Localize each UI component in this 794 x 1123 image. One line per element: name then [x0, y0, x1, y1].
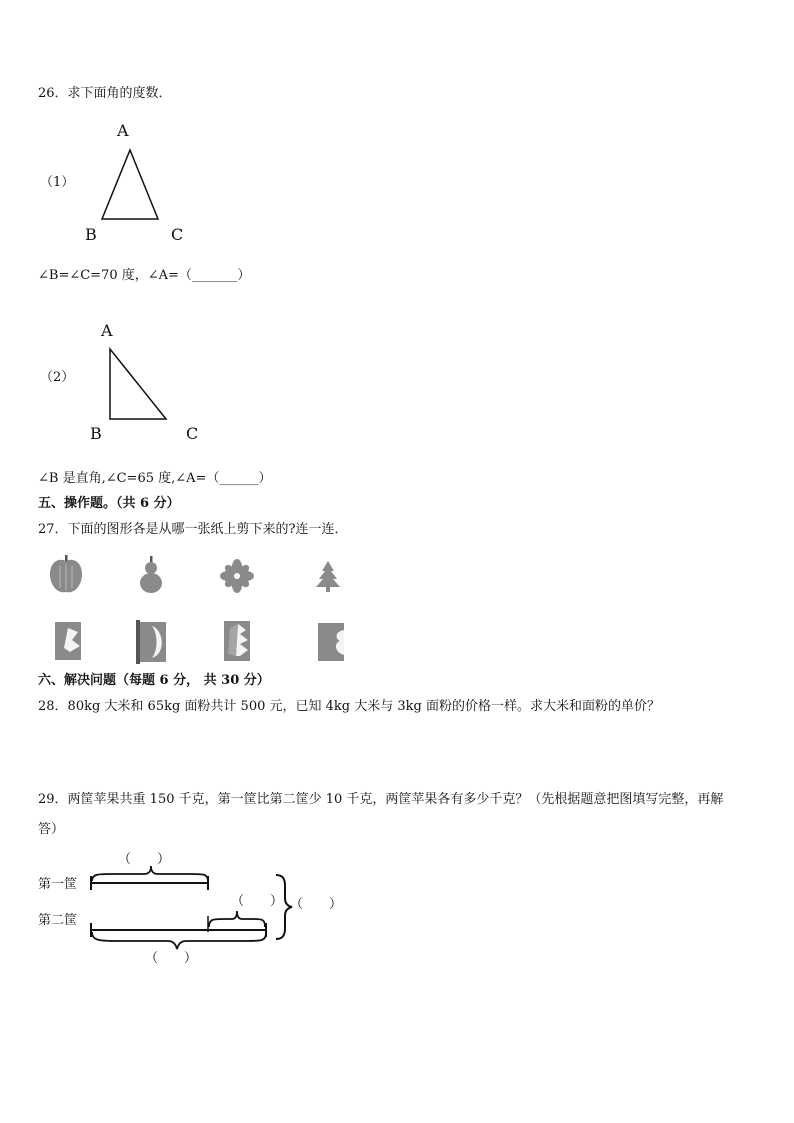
label-second-basket: 第二筐 [38, 913, 78, 928]
q28-text: 28．80kg 大米和 65kg 面粉共计 500 元，已知 4kg 大米与 3kg 面粉的价格一样。求大米和面粉的单价？ [38, 699, 660, 714]
q26-part1-marker: （1） [40, 175, 75, 190]
basket-diagram [91, 866, 292, 949]
paper-cut-3-icon[interactable] [224, 621, 250, 661]
paren-first-amount[interactable]: （ ） [118, 852, 171, 867]
section6-heading: 六、解决问题（每题 6 分， 共 30 分） [38, 673, 270, 688]
triangle1-label-b: B [85, 225, 97, 244]
q27-title: 27．下面的图形各是从哪一张纸上剪下来的?连一连． [38, 522, 348, 537]
paper-cut-4-icon[interactable] [318, 623, 344, 661]
answer-blank[interactable]: _______ [191, 268, 238, 283]
brace-second [92, 932, 266, 949]
triangle2-label-c: C [186, 424, 199, 443]
q26-title: 26．求下面角的度数． [38, 86, 172, 101]
q29-line2: 答） [38, 822, 65, 837]
triangle-right [110, 349, 166, 419]
q29-line1: 29．两筐苹果共重 150 千克，第一筐比第二筐少 10 千克，两筐苹果各有多少千克？（先根据题意把图填写完整，再解 [38, 792, 724, 807]
paren-difference[interactable]: （ ） [231, 894, 284, 909]
paren-total[interactable]: （ ） [290, 897, 343, 912]
apple-shape-icon[interactable] [50, 555, 82, 592]
statement-text: ∠B=∠C=70 度，∠A=（ [38, 268, 192, 283]
flower-shape-icon[interactable] [220, 559, 254, 593]
brace-first [92, 866, 208, 881]
gourd-shape-icon[interactable] [140, 556, 162, 593]
triangle1-label-c: C [171, 225, 184, 244]
triangle1-label-a: A [117, 121, 129, 140]
triangle-isosceles [102, 150, 158, 219]
paren-second-amount[interactable]: （ ） [145, 951, 198, 966]
triangle2-label-a: A [101, 321, 113, 340]
tree-shape-icon[interactable] [316, 561, 340, 592]
answer-blank[interactable]: ______ [219, 471, 259, 486]
brace-difference [209, 911, 265, 927]
triangle2-label-b: B [90, 424, 102, 443]
q26-part2-marker: （2） [40, 370, 75, 385]
section5-heading: 五、操作题。（共 6 分） [38, 496, 180, 511]
statement-text: ∠B 是直角,∠C=65 度,∠A=（ [38, 471, 220, 486]
brace-total [276, 875, 292, 939]
paper-cut-1-icon[interactable] [55, 622, 81, 660]
close-paren: ） [258, 471, 272, 486]
paper-cut-2-icon[interactable] [136, 620, 166, 664]
label-first-basket: 第一筐 [38, 877, 78, 892]
close-paren: ） [237, 268, 251, 283]
